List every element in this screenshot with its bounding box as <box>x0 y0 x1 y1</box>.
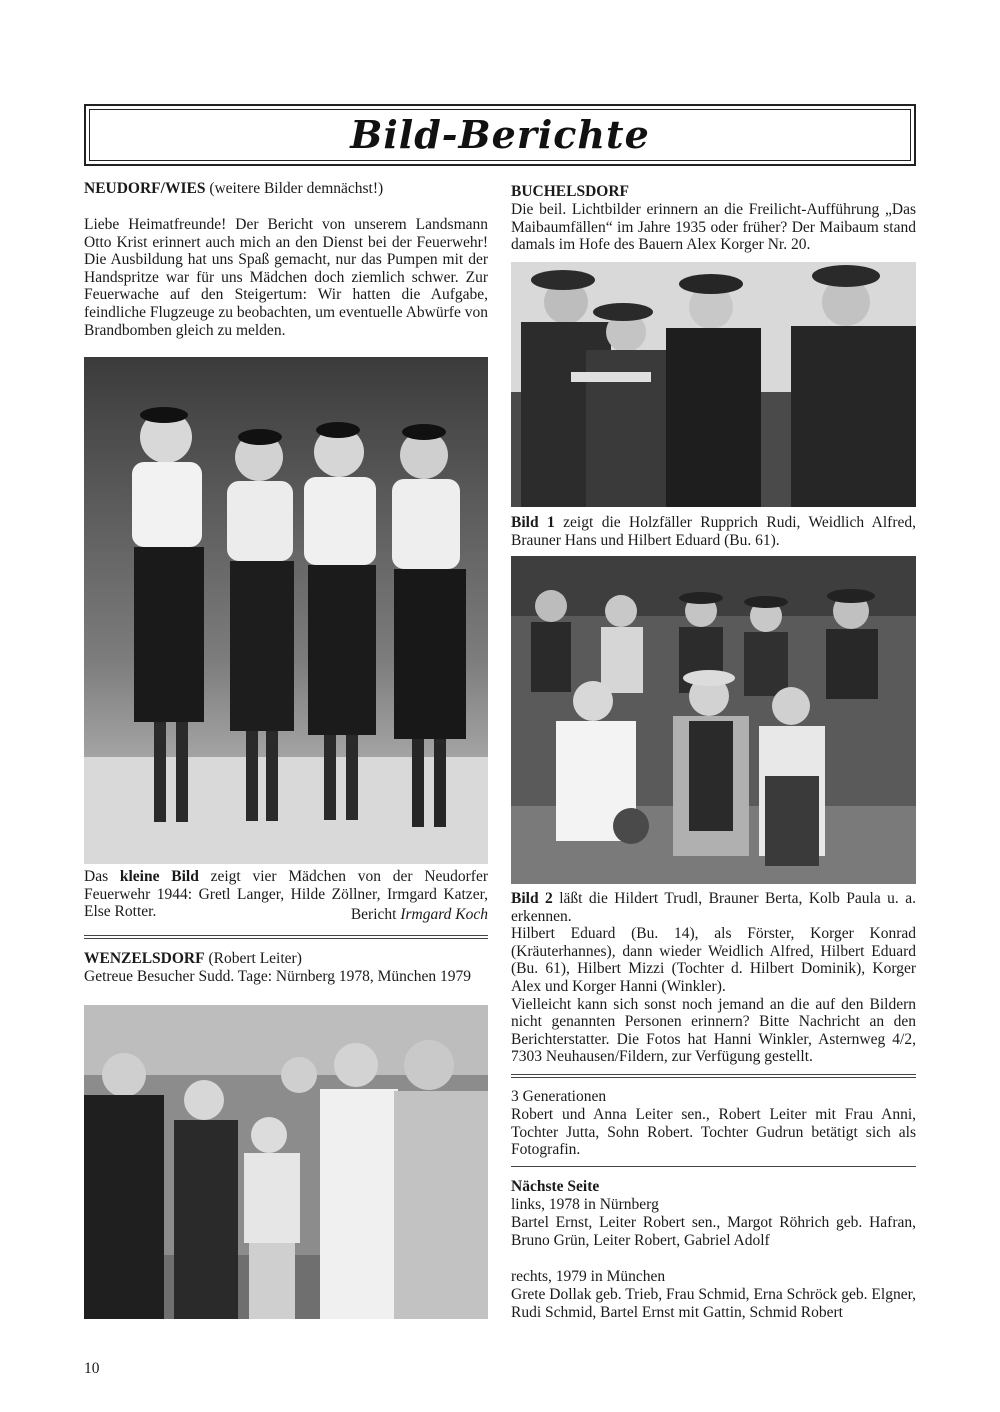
wenzelsdorf-heading-line <box>84 950 488 968</box>
photo-bild-1 <box>511 262 916 507</box>
generations-title: 3 Generationen <box>511 1088 607 1105</box>
generations-body: Robert und Anna Leiter sen., Robert Leiter mit Frau Anni, Tochter Jutta, Sohn Robert. Tochter Gudrun betätigt sich als Fotografin. <box>511 1106 916 1159</box>
buchelsdorf-body: Die beil. Lichtbilder erinnern an die Freilicht-Aufführung „Das Maibaumfällen“ im Jahre 1935 oder früher? Der Maibaum stand damals im Hofe des Bauern Alex Korger Nr. 20. <box>511 201 916 254</box>
next-page-left-label: links, 1978 in Nürnberg <box>511 1196 659 1213</box>
caption-girls-text: zeigt vier Mädchen von der Neudorfer Feuerwehr 1944: Gretl Langer, Hilde Zöllner, Irmgard Katzer, Else Rotter. <box>84 868 489 921</box>
photo-four-girls-art <box>84 357 488 864</box>
caption-girls-report-prefix: Bericht <box>350 906 401 923</box>
wenzelsdorf-heading: WENZELSDORF <box>84 950 205 967</box>
photo-four-girls <box>84 357 488 864</box>
wenzelsdorf-heading-note: (Robert Leiter) <box>204 950 302 967</box>
buchelsdorf-heading <box>511 183 916 201</box>
neudorf-heading: NEUDORF/WIES <box>84 180 206 197</box>
divider-left <box>84 935 488 939</box>
next-page-right-names: Grete Dollak geb. Trieb, Frau Schmid, Erna Schröck geb. Elgner, Rudi Schmid, Bartel Ernst mit Gattin, Schmid Robert <box>511 1286 916 1321</box>
caption-girls-bold: kleine Bild <box>119 868 199 885</box>
caption-bild-2-bold: Bild 2 <box>511 890 553 907</box>
caption-bild-2-para3: Vielleicht kann sich sonst noch jemand an die auf den Bildern nicht genannten Personen erinnern? Bitte Nachricht an den Berichterstatter. Die Fotos hat Hanni Winkler, Asternweg 4/2, 7303 Neuhausen/Fildern, zur Verfügung gestellt. <box>511 995 916 1066</box>
neudorf-body <box>84 216 488 339</box>
photo-three-generations-art <box>84 1005 488 1319</box>
page-title: Bild-Berichte <box>350 112 650 157</box>
caption-girls-report-author: Irmgard Koch <box>400 906 488 923</box>
neudorf-text: Der Bericht von unserem Landsmann Otto Krist erinnert auch mich an den Dienst bei der Feuerwehr! Die Ausbildung hat uns Spaß gemacht, nur das Pumpen mit der Handspritze war für uns Mädchen doch ziemlich schwer. Zur Feuerwache auf den Steigertum: Wir hatten die Aufgabe, feindliche Flugzeuge zu beobachten, um eventuelle Abwürfe von Brandbomben gleich zu melden. <box>84 216 488 339</box>
wenzelsdorf-body: Getreue Besucher Sudd. Tage: Nürnberg 1978, München 1979 <box>84 968 472 985</box>
next-page-heading-text: Nächste Seite <box>511 1178 600 1195</box>
divider-right-1 <box>511 1074 916 1078</box>
caption-bild-1-bold: Bild 1 <box>511 514 555 531</box>
caption-bild-1 <box>511 514 916 549</box>
photo-bild-1-art <box>511 262 916 507</box>
next-page-right-label: rechts, 1979 in München <box>511 1268 666 1285</box>
caption-bild-2-text: läßt die Hildert Trudl, Brauner Berta, Kolb Paula u. a. erkennen. <box>511 890 917 925</box>
caption-bild-2 <box>511 890 916 1066</box>
photo-bild-2 <box>511 556 916 884</box>
photo-bild-2-art <box>511 556 916 884</box>
neudorf-heading-note: (weitere Bilder demnächst!) <box>205 180 384 197</box>
page-number: 10 <box>84 1360 100 1377</box>
divider-right-2 <box>511 1166 916 1167</box>
caption-bild-2-para2: Hilbert Eduard (Bu. 14), als Förster, Korger Konrad (Kräuterhannes), dann wieder Weidlich Alfred, Hilbert Eduard (Bu. 61), Hilbert Mizzi (Tochter d. Hilbert Dominik), Korger Alex und Korger Hanni (Winkler). <box>511 925 916 995</box>
header-box <box>84 104 916 166</box>
caption-girls-lead: Das <box>84 868 120 885</box>
caption-bild-1-text: zeigt die Holzfäller Rupprich Rudi, Weidlich Alfred, Brauner Hans und Hilbert Eduard (Bu. 61). <box>511 514 916 549</box>
neudorf-greeting: Liebe Heimatfreunde! <box>84 216 227 233</box>
buchelsdorf-heading-text: BUCHELSDORF <box>511 183 629 200</box>
next-page-left-names: Bartel Ernst, Leiter Robert sen., Margot Röhrich geb. Hafran, Bruno Grün, Leiter Robert, Gabriel Adolf <box>511 1214 916 1249</box>
photo-three-generations <box>84 1005 488 1319</box>
caption-girls-report <box>84 906 488 924</box>
caption-bild-2-para1 <box>511 890 916 925</box>
next-page-heading <box>511 1178 916 1196</box>
neudorf-heading-line <box>84 180 488 198</box>
